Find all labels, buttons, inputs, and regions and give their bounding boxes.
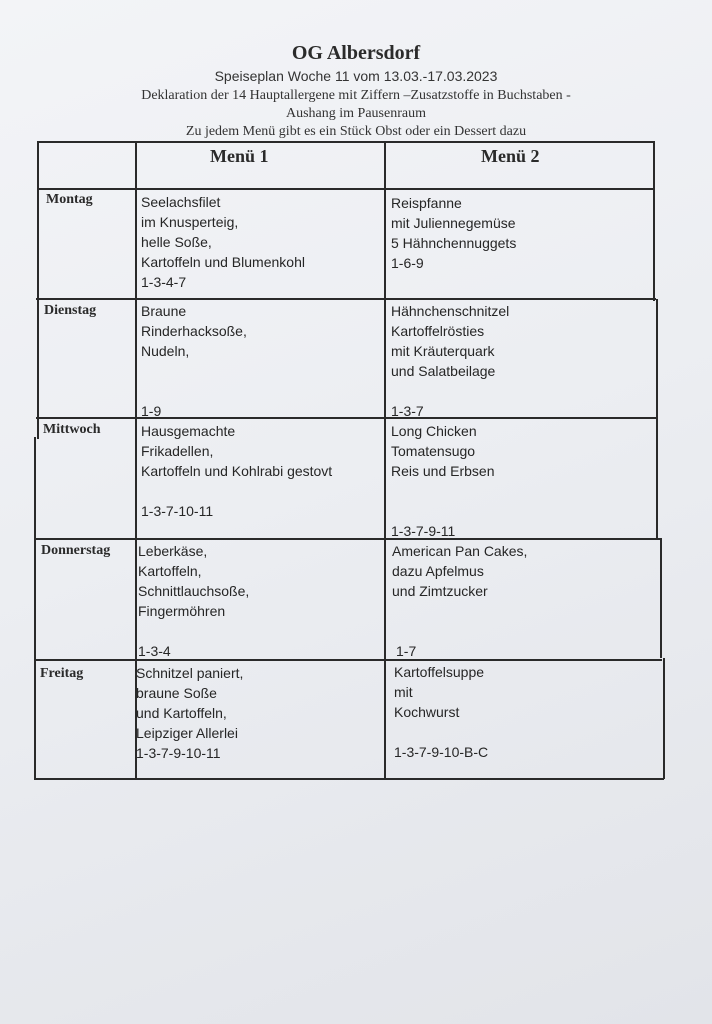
allergen-codes: 1-6-9 bbox=[391, 255, 424, 271]
table-line bbox=[34, 778, 664, 780]
menu-line: American Pan Cakes, bbox=[392, 543, 528, 559]
day-label: Mittwoch bbox=[43, 422, 101, 437]
allergen-codes: 1-3-7-10-11 bbox=[141, 503, 214, 519]
menu-line: Kartoffelrösties bbox=[391, 323, 485, 339]
menu2-cell bbox=[391, 193, 516, 273]
menu1-cell bbox=[138, 541, 249, 661]
allergen-codes: 1-3-7-9-10-B-C bbox=[394, 744, 489, 760]
menu-line: im Knusperteig, bbox=[141, 214, 239, 230]
allergen-codes: 1-9 bbox=[141, 403, 162, 419]
allergen-codes: 1-3-4-7 bbox=[141, 274, 187, 290]
table-line bbox=[663, 658, 665, 779]
menu-line bbox=[391, 481, 495, 501]
menu-line: und Salatbeilage bbox=[391, 363, 496, 379]
table-line bbox=[36, 298, 656, 300]
table-line bbox=[660, 538, 662, 658]
menu-line: und Kartoffeln, bbox=[136, 705, 227, 721]
menu-line: Nudeln, bbox=[141, 343, 190, 359]
table-line bbox=[656, 299, 658, 539]
menu-line: Kartoffelsuppe bbox=[394, 664, 485, 680]
menu-line: Reispfanne bbox=[391, 195, 462, 211]
menu-line: mit Juliennegemüse bbox=[391, 215, 516, 231]
menu-line: braune Soße bbox=[136, 685, 217, 701]
allergen-codes: 1-3-7-9-10-11 bbox=[136, 745, 221, 761]
menu-line: und Zimtzucker bbox=[392, 583, 488, 599]
menu2-header: Menü 2 bbox=[481, 146, 540, 166]
allergen-codes: 1-7 bbox=[396, 643, 417, 659]
menu-line bbox=[141, 361, 247, 381]
table-line bbox=[653, 141, 655, 301]
menu-line: Kartoffeln, bbox=[138, 563, 202, 579]
menu-line bbox=[391, 381, 509, 401]
menu-line: mit Kräuterquark bbox=[391, 343, 495, 359]
menu-line: Tomatensugo bbox=[391, 443, 476, 459]
table-line bbox=[35, 538, 660, 540]
day-label: Donnerstag bbox=[41, 543, 111, 558]
menu2-cell bbox=[392, 541, 527, 661]
menu-line: Braune bbox=[141, 303, 187, 319]
menu-line: 5 Hähnchennuggets bbox=[391, 235, 517, 251]
menu-line: Kartoffeln und Kohlrabi gestovt bbox=[141, 463, 333, 479]
menu-line bbox=[392, 601, 527, 621]
table-line bbox=[37, 141, 654, 143]
allergen-declaration: Deklaration der 14 Hauptallergene mit Ziffern –Zusatzstoffe in Buchstaben - bbox=[141, 88, 571, 103]
day-label: Montag bbox=[46, 192, 93, 207]
dessert-note: Zu jedem Menü gibt es ein Stück Obst oder ein Dessert dazu bbox=[185, 124, 527, 139]
menu1-cell bbox=[136, 663, 243, 763]
week-subtitle: Speiseplan Woche 11 vom 13.03.-17.03.2023 bbox=[214, 68, 498, 84]
menu1-cell bbox=[141, 421, 332, 521]
menu-line: dazu Apfelmus bbox=[392, 563, 484, 579]
menu-line: Hausgemachte bbox=[141, 423, 236, 439]
menu-line: Schnitzel paniert, bbox=[136, 665, 244, 681]
menu-line: mit bbox=[394, 684, 413, 700]
menu2-cell bbox=[394, 662, 488, 762]
menu-line: Kochwurst bbox=[394, 704, 460, 720]
allergen-codes: 1-3-7-9-11 bbox=[391, 523, 456, 539]
table-line bbox=[37, 188, 655, 190]
document-title: OG Albersdorf bbox=[291, 42, 421, 64]
table-line bbox=[34, 437, 36, 779]
menu-line bbox=[138, 621, 249, 641]
allergen-codes: 1-3-7 bbox=[391, 403, 424, 419]
menu-line: Leipziger Allerlei bbox=[136, 725, 238, 741]
menu-line: helle Soße, bbox=[141, 234, 212, 250]
menu-line bbox=[392, 621, 527, 641]
menu2-cell bbox=[391, 301, 509, 421]
menu-line: Rinderhacksoße, bbox=[141, 323, 247, 339]
menu-line: Reis und Erbsen bbox=[391, 463, 495, 479]
menu-line: Kartoffeln und Blumenkohl bbox=[141, 254, 305, 270]
menu1-cell bbox=[141, 192, 305, 292]
menu-line: Fingermöhren bbox=[138, 603, 226, 619]
menu-line: Frikadellen, bbox=[141, 443, 214, 459]
menu-line: Hähnchenschnitzel bbox=[391, 303, 510, 319]
table-line bbox=[36, 417, 658, 419]
posting-note: Aushang im Pausenraum bbox=[286, 106, 426, 121]
allergen-codes: 1-3-4 bbox=[138, 643, 171, 659]
menu-line: Leberkäse, bbox=[138, 543, 208, 559]
day-label: Dienstag bbox=[44, 303, 97, 318]
menu-line: Schnittlauchsoße, bbox=[138, 583, 250, 599]
menu-line bbox=[394, 722, 488, 742]
table-line bbox=[37, 141, 39, 439]
menu1-header: Menü 1 bbox=[210, 146, 269, 166]
menu2-cell bbox=[391, 421, 495, 541]
day-label: Freitag bbox=[40, 666, 84, 681]
menu-line bbox=[141, 381, 247, 401]
menu-line: Long Chicken bbox=[391, 423, 477, 439]
menu-line bbox=[141, 481, 332, 501]
menu-line bbox=[391, 501, 495, 521]
menu-line: Seelachsfilet bbox=[141, 194, 221, 210]
menu1-cell bbox=[141, 301, 247, 421]
table-line bbox=[384, 141, 386, 778]
table-line bbox=[34, 659, 662, 661]
